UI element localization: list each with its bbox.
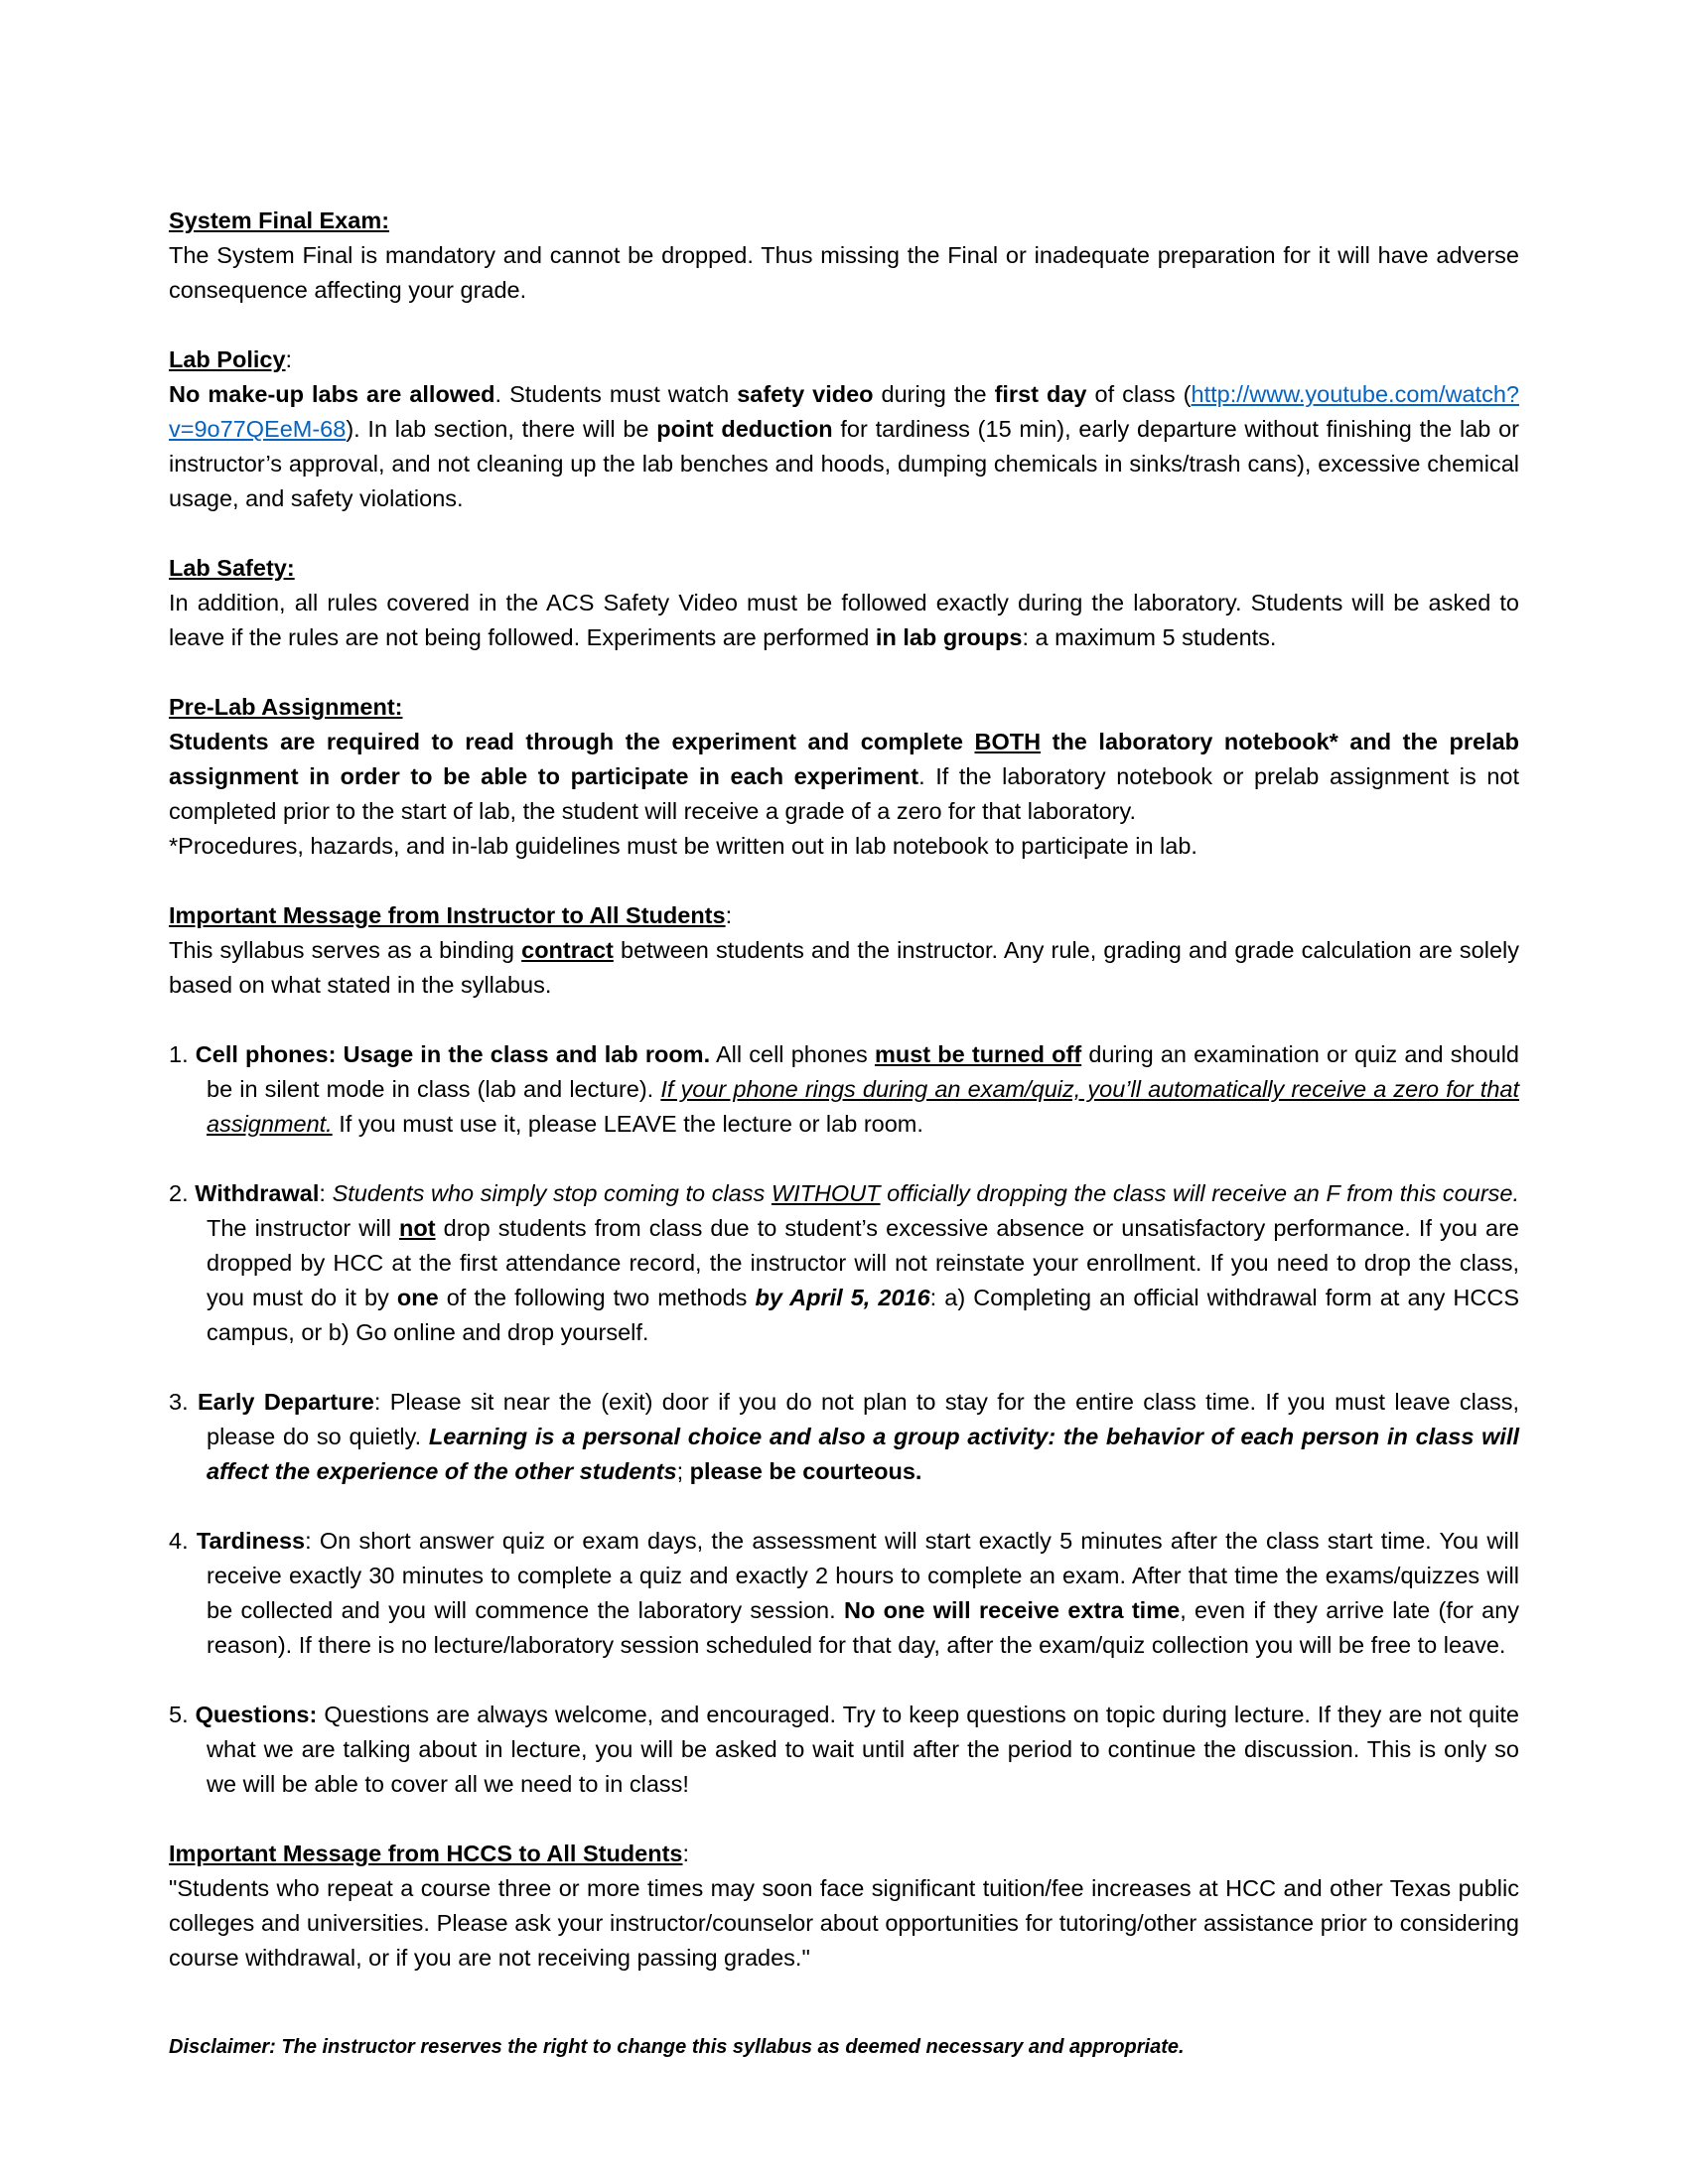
rule-questions-run-0: Questions:	[195, 1702, 318, 1727]
rule-cell-phones-run-1: All cell phones	[710, 1041, 875, 1067]
rule-questions-number: 5.	[169, 1702, 196, 1727]
rule-cell-phones-number: 1.	[169, 1041, 196, 1067]
rule-withdrawal-run-0: Withdrawal	[195, 1180, 320, 1206]
rule-early-departure-run-1: : Please sit near the (exit) door if you do not plan to stay for the entire class time. If you must leave class, please do so quietly.	[207, 1389, 1519, 1449]
pre-lab-assignment-paragraph-run-2: the laboratory notebook* and the prelab assignment in order to be able to participate in each experiment	[169, 729, 1519, 789]
youtube-safety-video-link[interactable]: http://www.youtube.com/watch?v=9o77QEeM-68	[169, 381, 1519, 442]
hccs-message-paragraph	[169, 1871, 1519, 1976]
hccs-message-heading-run-0: Important Message from HCCS to All Students	[169, 1841, 683, 1866]
rule-tardiness-run-1: : On short answer quiz or exam days, the assessment will start exactly 5 minutes after the class start time. You will receive exactly 30 minutes to complete a quiz and exactly 2 hours to complete an exam. After that time the exams/quizzes will be collected and you will commence the laboratory session.	[207, 1528, 1519, 1623]
rule-withdrawal-run-10: by April 5, 2016	[755, 1285, 930, 1310]
lab-policy-heading	[169, 342, 1519, 377]
rule-cell-phones	[169, 1037, 1519, 1142]
lab-policy-paragraph-run-3: during the	[873, 381, 995, 407]
pre-lab-assignment-paragraph-run-1: BOTH	[974, 729, 1042, 754]
lab-policy-paragraph-run-8: point deduction	[656, 416, 833, 442]
instructor-message-paragraph-run-1: contract	[521, 937, 614, 963]
system-final-exam-paragraph-run-0: The System Final is mandatory and cannot be dropped. Thus missing the Final or inadequate preparation for it will have adverse consequence affecting your grade.	[169, 242, 1519, 303]
hccs-message-heading	[169, 1837, 1519, 1871]
lab-policy-paragraph-run-9: for tardiness (15 min), early departure without finishing the lab or instructor’s approval, and not cleaning up the lab benches and hoods, dumping chemicals in sinks/trash cans), excessive chemical usage, and safety violations.	[169, 416, 1520, 511]
lab-policy-paragraph	[169, 377, 1519, 516]
lab-safety-paragraph-run-0: In addition, all rules covered in the ACS Safety Video must be followed exactly during the laboratory. Students will be asked to leave if the rules are not being followed. Experiments are performed	[169, 590, 1519, 650]
rule-withdrawal-run-5: The instructor will	[207, 1215, 400, 1241]
rule-withdrawal	[169, 1176, 1519, 1350]
rule-cell-phones-run-4: If your phone rings during an exam/quiz, you’ll automatically receive a zero for that assignment.	[207, 1076, 1520, 1137]
system-final-exam-heading-run-0: System Final Exam:	[169, 207, 390, 233]
lab-policy-heading-run-1: :	[285, 346, 293, 372]
rule-withdrawal-run-3: WITHOUT	[771, 1180, 881, 1206]
disclaimer	[169, 2030, 1519, 2065]
rule-withdrawal-number: 2.	[169, 1180, 196, 1206]
lab-policy-paragraph-run-2: safety video	[737, 381, 874, 407]
lab-safety-paragraph-run-1: in lab groups	[875, 624, 1023, 650]
lab-safety-heading	[169, 551, 1519, 586]
rule-withdrawal-run-7: drop students from class due to student’s excessive absence or unsatisfactory performance. If you are dropped by HCC at the first attendance record, the instructor will not reinstate your enrollment. If you need to drop the class, you must do it by	[207, 1215, 1519, 1310]
pre-lab-assignment-heading-run-0: Pre-Lab Assignment:	[169, 694, 403, 720]
lab-safety-paragraph-run-2: : a maximum 5 students.	[1022, 624, 1277, 650]
instructor-message-paragraph-run-2: between students and the instructor. Any rule, grading and grade calculation are solely based on what stated in the syllabus.	[169, 937, 1519, 998]
lab-policy-paragraph-run-7: ). In lab section, there will be	[346, 416, 657, 442]
pre-lab-footnote-paragraph-run-0: *Procedures, hazards, and in-lab guidelines must be written out in lab notebook to participate in lab.	[169, 833, 1197, 859]
lab-safety-paragraph	[169, 586, 1519, 655]
rule-cell-phones-run-3: during an examination or quiz and should be in silent mode in class (lab and lecture).	[207, 1041, 1519, 1102]
rule-withdrawal-run-4: officially dropping the class will receive an F from this course.	[880, 1180, 1519, 1206]
rule-tardiness-run-0: Tardiness	[196, 1528, 306, 1554]
rule-tardiness-number: 4.	[169, 1528, 197, 1554]
lab-policy-heading-run-0: Lab Policy	[169, 346, 286, 372]
pre-lab-assignment-paragraph	[169, 725, 1519, 829]
rule-cell-phones-run-0: Cell phones: Usage in the class and lab room.	[195, 1041, 711, 1067]
instructor-message-heading-run-0: Important Message from Instructor to All Students	[169, 902, 726, 928]
lab-policy-paragraph-run-5: of class (	[1086, 381, 1192, 407]
rule-withdrawal-run-8: one	[396, 1285, 439, 1310]
instructor-message-heading-run-1: :	[725, 902, 733, 928]
rule-withdrawal-run-9: of the following two methods	[438, 1285, 756, 1310]
lab-policy-paragraph-run-4: first day	[994, 381, 1087, 407]
rule-withdrawal-run-1: :	[319, 1180, 333, 1206]
rule-early-departure-number: 3.	[169, 1389, 198, 1415]
pre-lab-assignment-paragraph-run-3: . If the laboratory notebook or prelab assignment is not completed prior to the start of lab, the student will receive a grade of a zero for that laboratory.	[169, 763, 1519, 824]
system-final-exam-heading	[169, 204, 1519, 238]
lab-policy-paragraph-run-0: No make-up labs are allowed	[169, 381, 495, 407]
system-final-exam-paragraph	[169, 238, 1519, 308]
rule-early-departure-run-3: ;	[676, 1458, 690, 1484]
pre-lab-assignment-paragraph-run-0: Students are required to read through the experiment and complete	[169, 729, 975, 754]
instructor-message-heading	[169, 898, 1519, 933]
rule-early-departure-run-2: Learning is a personal choice and also a group activity: the behavior of each person in class will affect the experience of the other students	[207, 1424, 1520, 1484]
rule-withdrawal-run-11: : a) Completing an official withdrawal form at any HCCS campus, or b) Go online and drop yourself.	[207, 1285, 1520, 1345]
hccs-message-heading-run-1: :	[682, 1841, 690, 1866]
pre-lab-footnote-paragraph	[169, 829, 1519, 864]
rule-tardiness	[169, 1524, 1519, 1663]
rule-withdrawal-run-6: not	[399, 1215, 436, 1241]
rule-early-departure-run-0: Early Departure	[197, 1389, 374, 1415]
lab-policy-paragraph-run-1: . Students must watch	[494, 381, 738, 407]
rule-questions	[169, 1698, 1519, 1802]
rule-early-departure-run-4: please be courteous.	[689, 1458, 922, 1484]
pre-lab-assignment-heading	[169, 690, 1519, 725]
rule-questions-run-1: Questions are always welcome, and encouraged. Try to keep questions on topic during lecture. If they are not quite what we are talking about in lecture, you will be asked to wait until after the period to continue the discussion. This is only so we will be able to cover all we need to in class!	[207, 1702, 1519, 1797]
rule-cell-phones-run-5: If you must use it, please LEAVE the lecture or lab room.	[332, 1111, 923, 1137]
rule-cell-phones-run-2: must be turned off	[874, 1041, 1082, 1067]
rule-early-departure	[169, 1385, 1519, 1489]
disclaimer-run-0: Disclaimer: The instructor reserves the right to change this syllabus as deemed necessary and appropriate.	[169, 2036, 1185, 2058]
rule-withdrawal-run-2: Students who simply stop coming to class	[332, 1180, 772, 1206]
rule-tardiness-run-3: , even if they arrive late (for any reason). If there is no lecture/laboratory session scheduled for that day, after the exam/quiz collection you will be free to leave.	[207, 1597, 1520, 1658]
syllabus-document-body	[169, 204, 1519, 2065]
hccs-message-paragraph-run-0: "Students who repeat a course three or more times may soon face significant tuition/fee increases at HCC and other Texas public colleges and universities. Please ask your instructor/counselor about opportunities for tutoring/other assistance prior to considering course withdrawal, or if you are not receiving passing grades."	[169, 1875, 1519, 1971]
rule-tardiness-run-2: No one will receive extra time	[843, 1597, 1181, 1623]
instructor-message-paragraph-run-0: This syllabus serves as a binding	[169, 937, 522, 963]
lab-safety-heading-run-0: Lab Safety:	[169, 555, 295, 581]
instructor-message-paragraph	[169, 933, 1519, 1003]
